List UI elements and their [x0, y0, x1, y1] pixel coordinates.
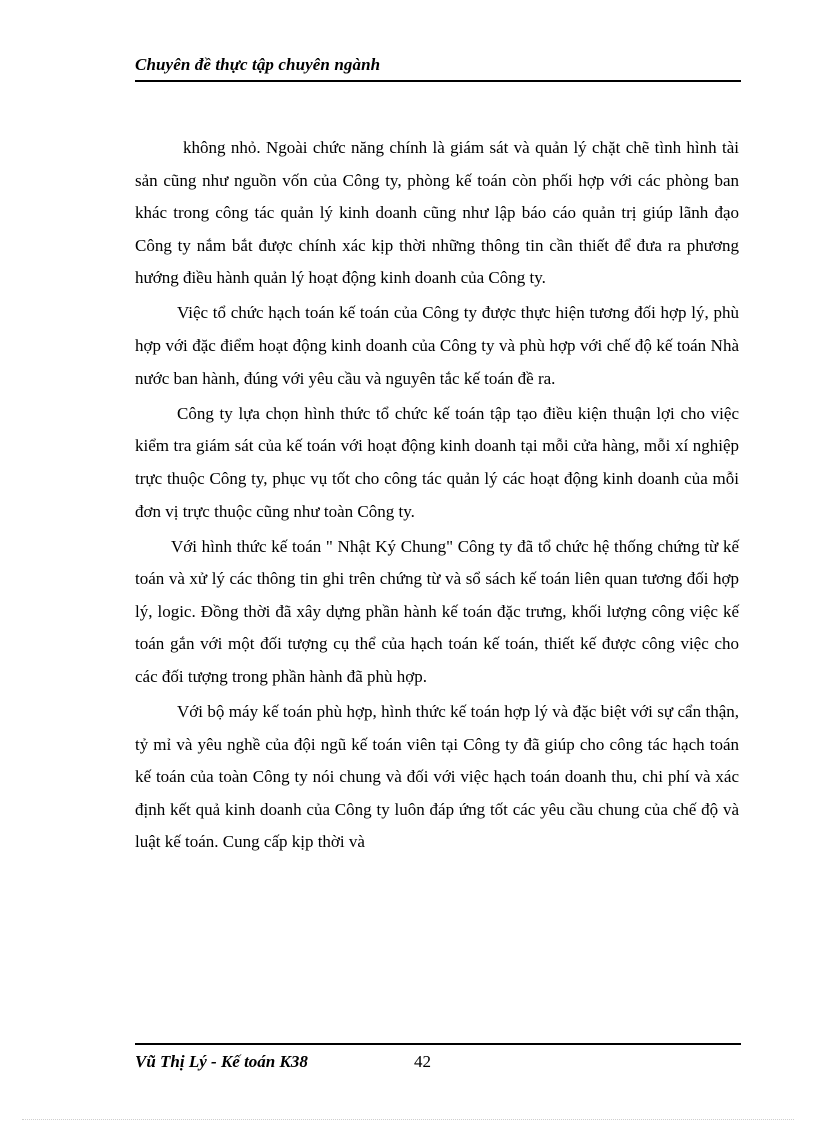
- footer-divider: [135, 1043, 741, 1045]
- header-title: Chuyên đề thực tập chuyên ngành: [135, 55, 381, 74]
- page-number: 42: [414, 1052, 431, 1071]
- paragraph-5: Với bộ máy kế toán phù hợp, hình thức kế toán hợp lý và đặc biệt với sự cẩn thận, tỷ mỉ và yêu nghề của đội ngũ kế toán viên tại Công ty đã giúp cho công tác hạch toán kế toán của toàn Công ty nói chung và đối với việc hạch toán doanh thu, chi phí và xác định kết quả kinh doanh của Công ty luôn đáp ứng tốt các yêu cầu chung của chế độ và luật kế toán. Cung cấp kịp thời và: [135, 702, 739, 852]
- paragraph-4: Với hình thức kế toán " Nhật Ký Chung" Công ty đã tổ chức hệ thống chứng từ kế toán và xử lý các thông tin ghi trên chứng từ và sổ sách kế toán liên quan tương đối hợp lý, logic. Đồng thời đã xây dựng phần hành kế toán đặc trưng, khối lượng công việc kế toán gắn với một đối tượng cụ thể của hạch toán kế toán, thiết kế được công việc cho các đối tượng trong phần hành đã phù hợp.: [135, 536, 739, 686]
- document-body: [135, 132, 739, 862]
- page-edge-divider: [22, 1119, 794, 1120]
- paragraph-2: Việc tổ chức hạch toán kế toán của Công ty được thực hiện tương đối hợp lý, phù hợp với đặc điểm hoạt động kinh doanh của Công ty và phù hợp với chế độ kế toán Nhà nước ban hành, đúng với yêu cầu và nguyên tắc kế toán đề ra.: [135, 303, 739, 388]
- footer-author: Vũ Thị Lý - Kế toán K38: [135, 1052, 308, 1071]
- paragraph-3: Công ty lựa chọn hình thức tổ chức kế toán tập tạo điều kiện thuận lợi cho việc kiểm tra giám sát của kế toán với hoạt động kinh doanh tại mỗi cửa hàng, mỗi xí nghiệp trực thuộc Công ty, phục vụ tốt cho công tác quản lý các hoạt động kinh doanh của mỗi đơn vị trực thuộc cũng như toàn Công ty.: [135, 403, 739, 521]
- paragraph-1: không nhỏ. Ngoài chức năng chính là giám sát và quản lý chặt chẽ tình hình tài sản cũng như nguồn vốn của Công ty, phòng kế toán còn phối hợp với các phòng ban khác trong công tác quản lý kinh doanh cũng như lập báo cáo quản trị giúp lãnh đạo Công ty nắm bắt được chính xác kịp thời những thông tin cần thiết để đưa ra phương hướng điều hành quản lý hoạt động kinh doanh của Công ty.: [135, 138, 739, 288]
- page-header: [135, 52, 741, 82]
